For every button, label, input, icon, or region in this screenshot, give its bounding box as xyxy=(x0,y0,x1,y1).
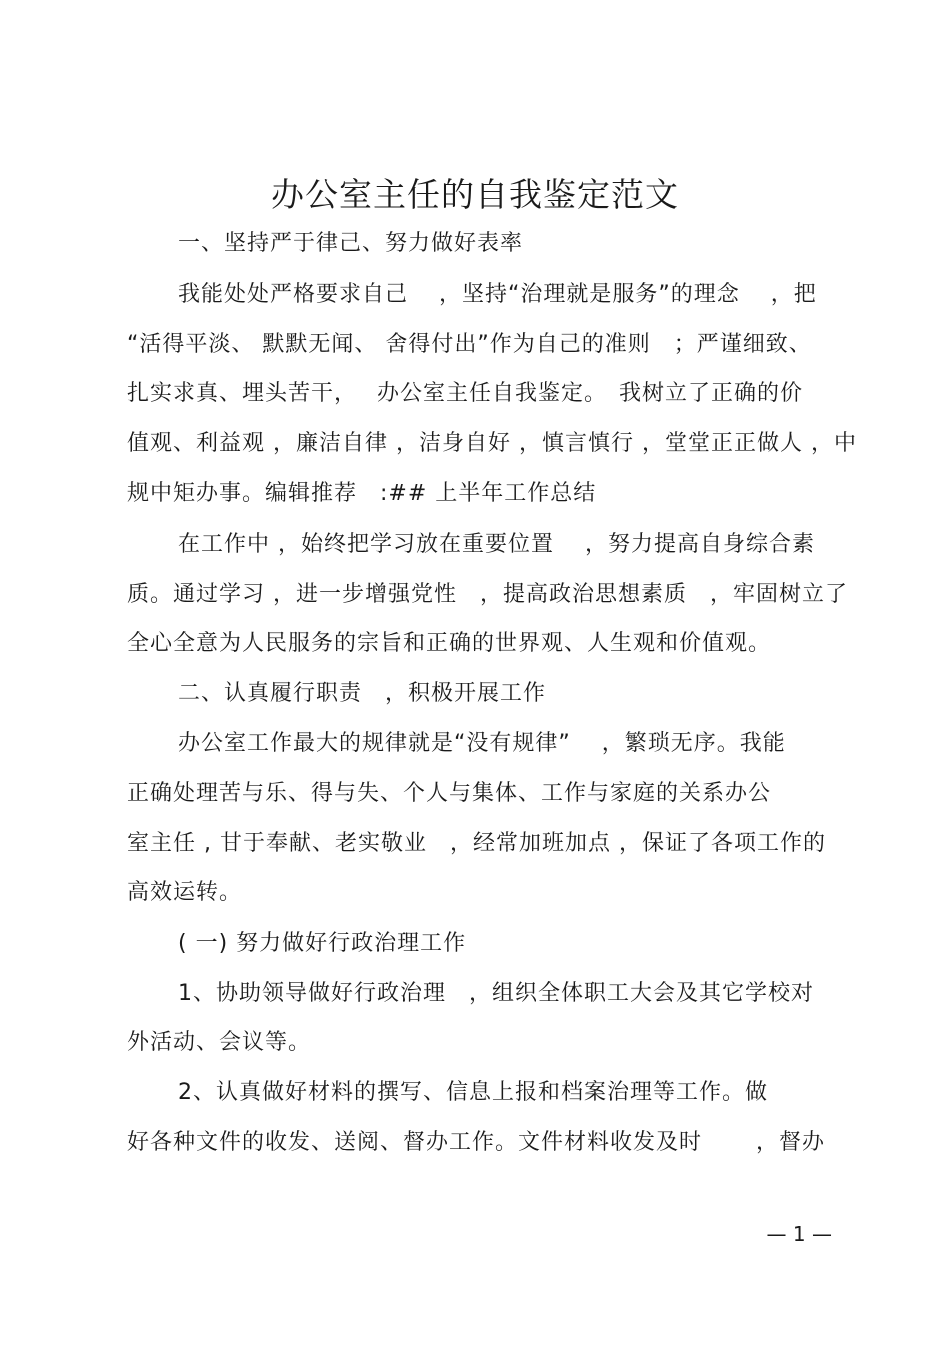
paragraph-line: 质。通过学习 ，进一步增强党性 ，提高政治思想素质 ，牢固树立了 xyxy=(127,582,848,607)
paragraph-line: 规中矩办事。编辑推荐 :## 上半年工作总结 xyxy=(127,481,597,506)
page-number: — 1 — xyxy=(766,1222,832,1246)
list-item: 2、认真做好材料的撰写、信息上报和档案治理等工作。做 xyxy=(178,1080,768,1105)
document-title: 办公室主任的自我鉴定范文 xyxy=(271,175,679,214)
paragraph-line: 高效运转。 xyxy=(127,880,243,905)
list-item-continuation: 好各种文件的收发、送阅、督办工作。文件材料收发及时 ，督办 xyxy=(127,1130,825,1155)
paragraph-line: 扎实求真、埋头苦干， 办公室主任自我鉴定。 我树立了正确的价 xyxy=(127,381,803,406)
paragraph-line: 我能处处严格要求自己 ，坚持“治理就是服务”的理念 ，把 xyxy=(178,282,817,307)
paragraph-line: 室主任 , 甘于奉献、老实敬业 ，经常加班加点 ，保证了各项工作的 xyxy=(127,831,826,856)
paragraph-line: 值观、利益观 ，廉洁自律 ，洁身自好 ，慎言慎行 ，堂堂正正做人 ，中 xyxy=(127,431,857,456)
paragraph-line: 正确处理苦与乐、得与失、个人与集体、工作与家庭的关系办公 xyxy=(127,781,772,806)
section-heading-2: 二、认真履行职责 ，积极开展工作 xyxy=(178,681,547,706)
paragraph-line: 办公室工作最大的规律就是“没有规律” ，繁琐无序。我能 xyxy=(178,731,786,756)
paragraph-line: 全心全意为人民服务的宗旨和正确的世界观、人生观和价值观。 xyxy=(127,631,772,656)
paragraph-line: “活得平淡、 默默无闻、 舍得付出”作为自己的准则 ；严谨细致、 xyxy=(127,332,812,357)
list-item: 1、协助领导做好行政治理 ，组织全体职工大会及其它学校对 xyxy=(178,981,814,1006)
list-item-continuation: 外活动、会议等。 xyxy=(127,1030,312,1055)
subsection-heading: ( 一) 努力做好行政治理工作 xyxy=(178,931,467,956)
paragraph-line: 在工作中 ，始终把学习放在重要位置 ，努力提高自身综合素 xyxy=(178,532,815,557)
section-heading-1: 一、坚持严于律己、努力做好表率 xyxy=(178,231,524,256)
